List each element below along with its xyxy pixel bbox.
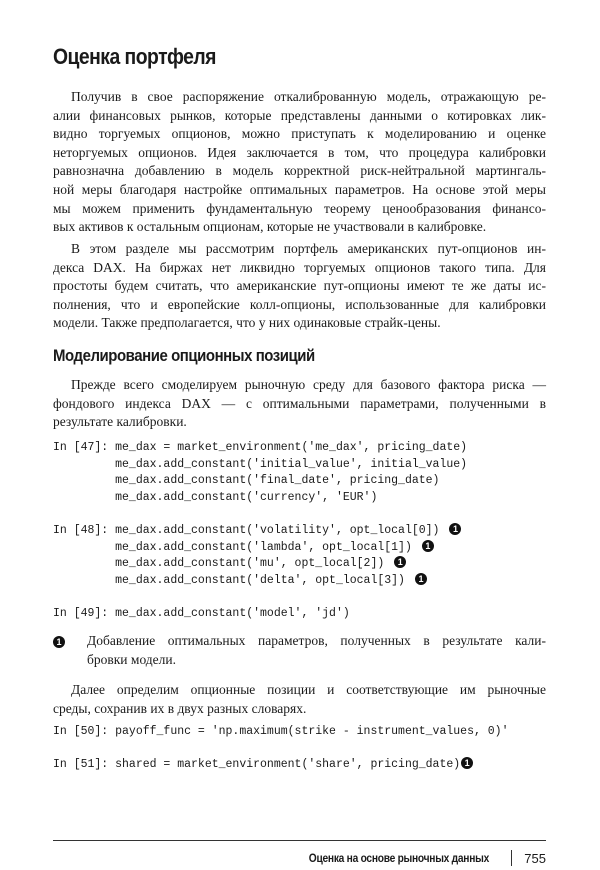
page-number: 755: [524, 850, 546, 866]
paragraph-market-env: [53, 376, 546, 432]
code-line: me_dax.add_constant('delta', opt_local[3]): [53, 574, 405, 588]
callout-1-icon: 1: [449, 523, 461, 535]
code-cell-49: [53, 606, 350, 623]
code-line: In [49]: me_dax.add_constant('model', 'jd'): [53, 607, 350, 620]
callout-1-icon: 1: [461, 757, 473, 769]
code-cell-51: [53, 757, 473, 774]
subsection-title: Моделирование опционных позиций: [53, 346, 315, 365]
section-title: Оценка портфеля: [53, 44, 216, 69]
paragraph-dax-puts: [53, 240, 546, 333]
code-cell-47: [53, 440, 467, 507]
text-line: Получив в свое распоряжение откалиброванную модель, отражающую ре-: [71, 89, 546, 104]
footer-chapter-title: Оценка на основе рыночных данных: [309, 851, 490, 865]
text-line: Далее определим опционные позиции и соответствующие им рыночные: [71, 682, 546, 697]
code-cell-50: [53, 724, 508, 741]
code-line: me_dax.add_constant('final_date', pricing_date): [53, 474, 440, 488]
code-line: me_dax.add_constant('mu', opt_local[2]): [53, 557, 385, 571]
text-line: мы можем применить фундаментальную теорему ценообразования финансо-: [53, 200, 546, 216]
text-line: бровки модели.: [87, 651, 177, 667]
text-line: В этом разделе мы рассмотрим портфель американских пут-опционов ин-: [71, 241, 546, 256]
callout-1-icon: 1: [53, 636, 65, 648]
text-line: равнозначна добавлению в модель корректной риск-нейтральной мартингаль-: [53, 163, 546, 179]
callout-1-icon: 1: [394, 556, 406, 568]
code-line: In [48]: me_dax.add_constant('volatility', opt_local[0]): [53, 524, 440, 537]
text-line: алии финансовых рынков, которые представлены данными о котировках лик-: [53, 107, 546, 123]
text-line: вых активов к остальным опционам, которые не участвовали в калибровке.: [53, 219, 487, 235]
code-line: In [50]: payoff_func = 'np.maximum(strike - instrument_values, 0)': [53, 725, 509, 738]
code-line: In [47]: me_dax = market_environment('me_dax', pricing_date): [53, 441, 468, 454]
paragraph-intro: [53, 88, 546, 237]
text-line: модели. Также предполагается, что у них одинаковые страйк-цены.: [53, 315, 441, 331]
text-line: среды, сохранив их в двух разных словарях.: [53, 700, 307, 716]
text-line: видно торгуемых опционов, можно приступать к моделированию и оценке: [53, 126, 546, 142]
book-page: [53, 0, 546, 870]
callout-1-icon: 1: [422, 540, 434, 552]
text-line: фондового индекса DAX — с оптимальными параметрами, полученными в: [53, 395, 546, 411]
text-line: простоты будем считать, что американские пут-опционы имеют те же даты ис-: [53, 278, 546, 294]
code-line: In [51]: shared = market_environment('share', pricing_date): [53, 758, 461, 771]
text-line: Добавление оптимальных параметров, полученных в результате кали-: [87, 633, 546, 648]
paragraph-positions: [53, 681, 546, 718]
text-line: Прежде всего смоделируем рыночную среду для базового фактора риска —: [71, 377, 546, 392]
code-cell-48: [53, 523, 461, 590]
code-line: me_dax.add_constant('currency', 'EUR'): [53, 491, 378, 505]
text-line: результате калибровки.: [53, 414, 187, 430]
text-line: декса DAX. На биржах нет ликвидно торгуемых опционов такого типа. Для: [53, 259, 546, 275]
callout-1-icon: 1: [415, 573, 427, 585]
code-line: me_dax.add_constant('initial_value', initial_value): [53, 457, 468, 471]
text-line: полнения, что и европейские колл-опционы, использованные для калибровки: [53, 296, 546, 312]
footer-separator: [511, 850, 512, 866]
callout-note: [53, 632, 546, 669]
footer-divider: [53, 840, 546, 841]
code-line: me_dax.add_constant('lambda', opt_local[1]): [53, 540, 412, 554]
text-line: ной меры благодаря настройке оптимальных параметров. На основе этой меры: [53, 181, 546, 197]
text-line: неторгуемых опционов. Идея заключается в том, что процедура калибровки: [53, 144, 546, 160]
page-footer: [277, 850, 546, 866]
